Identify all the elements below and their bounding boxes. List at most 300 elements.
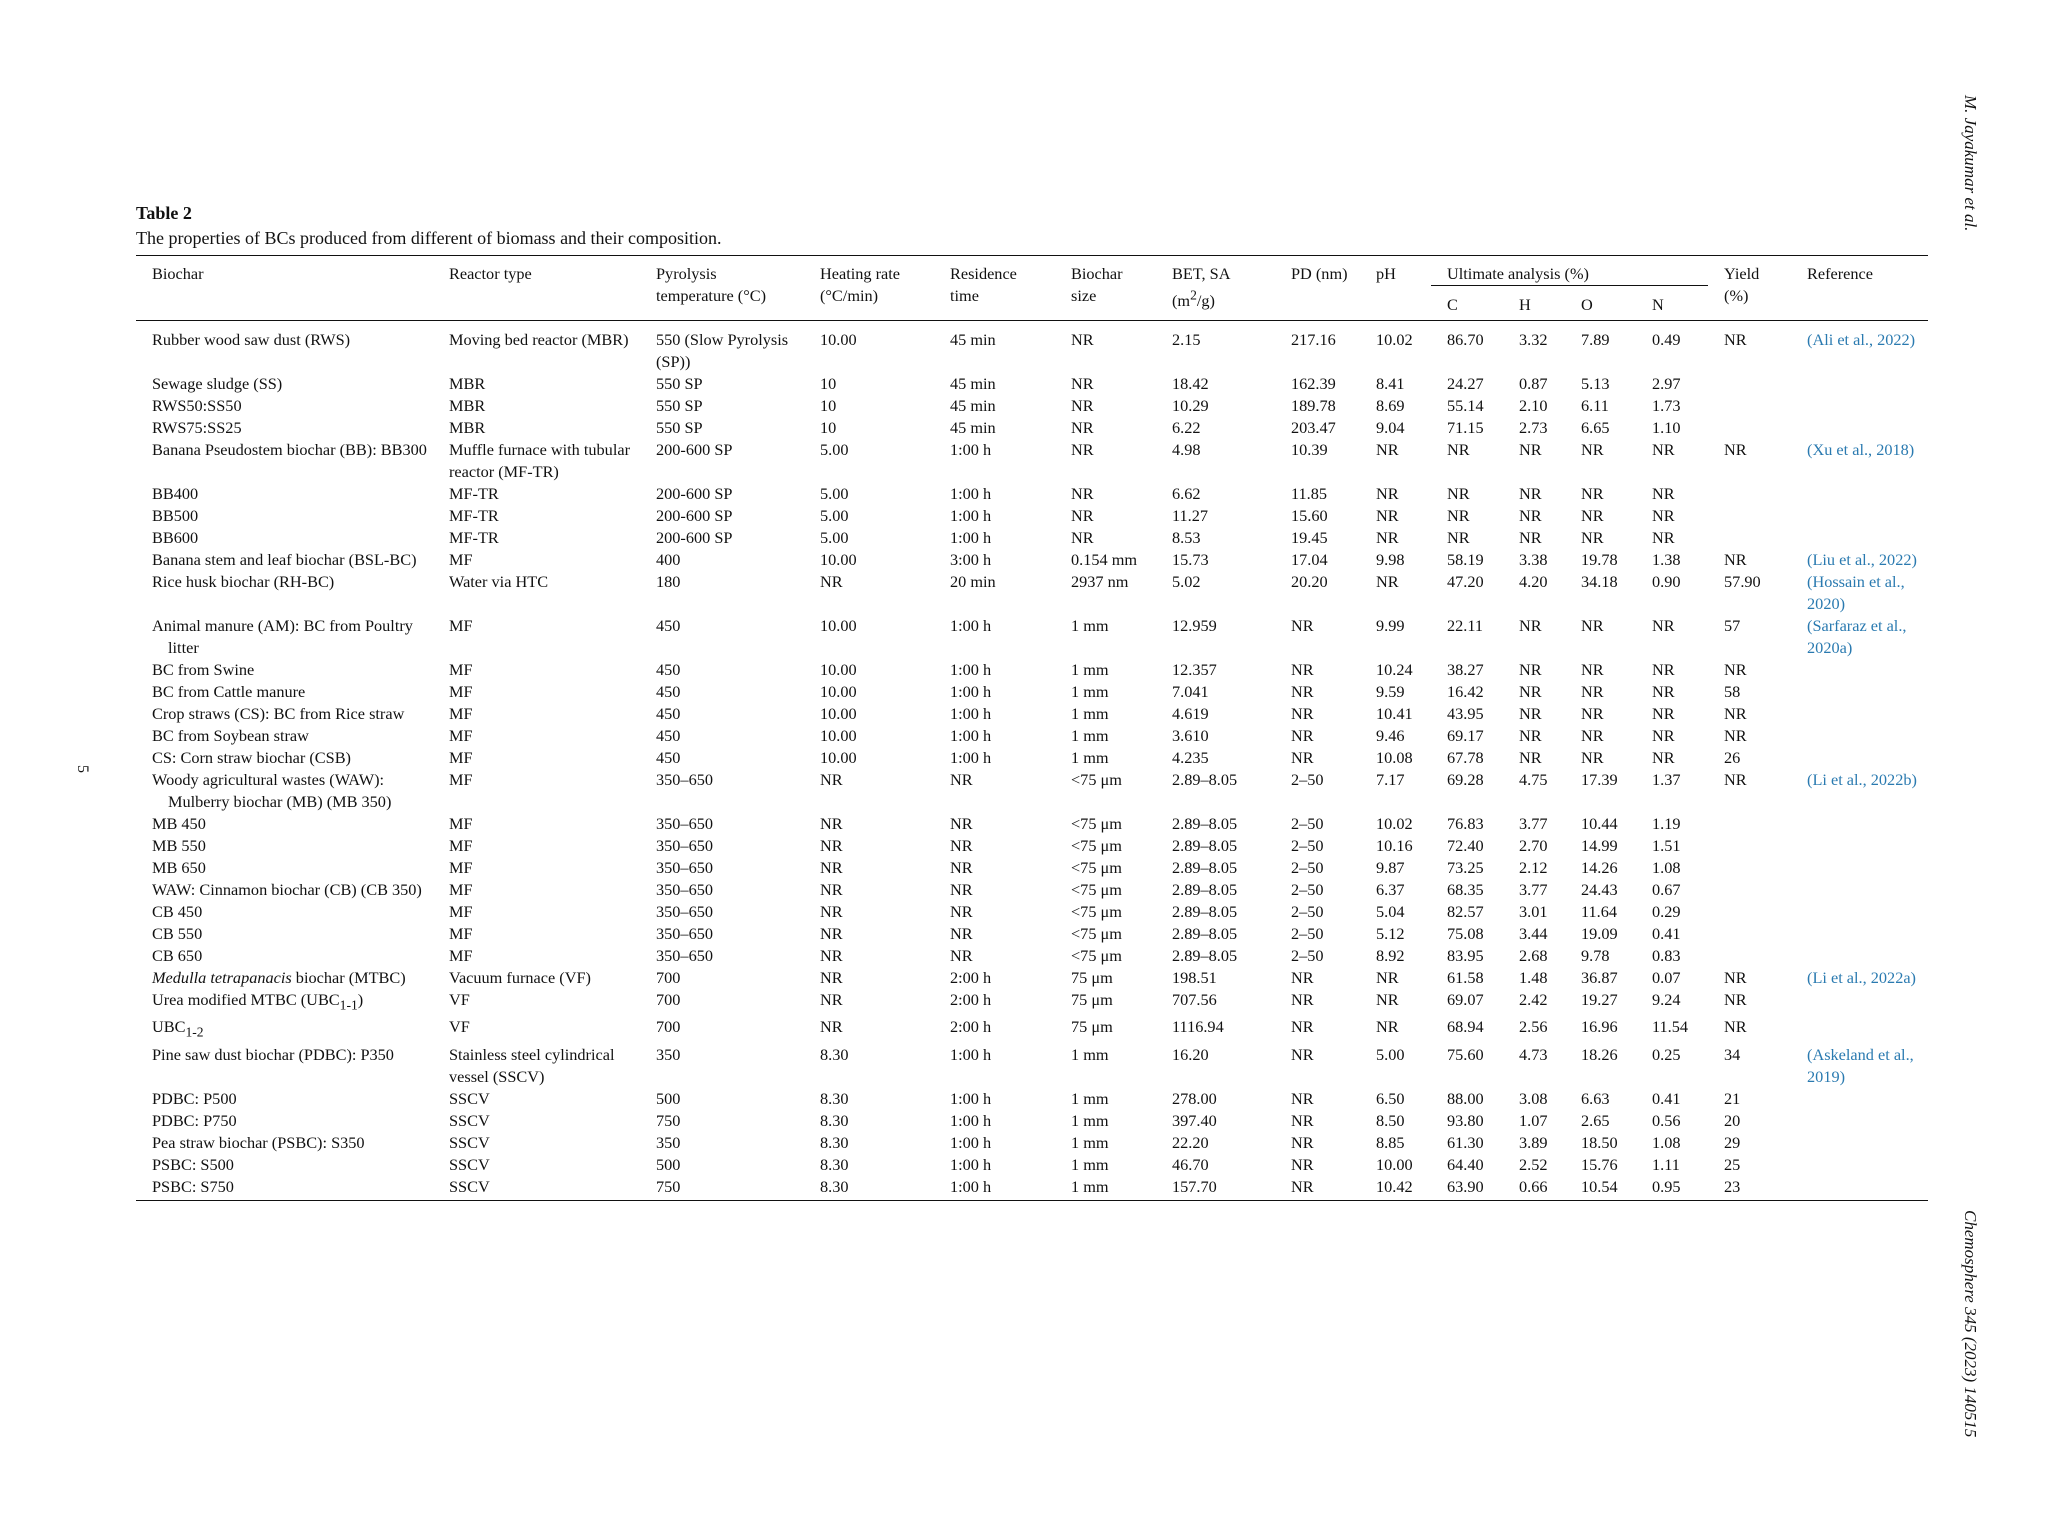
cell-pd: 15.60: [1291, 506, 1328, 525]
biochar-label: UBC: [152, 1017, 186, 1037]
cell-reactor: MF-TR: [449, 506, 499, 525]
biochar-name: [152, 505, 427, 527]
cell-n: 0.29: [1652, 902, 1681, 921]
cell-size: 1 mm: [1071, 1110, 1109, 1130]
cell-o: 6.11: [1581, 396, 1609, 415]
reference-link: [1791, 747, 1928, 769]
cell-reactor: MF: [449, 550, 473, 569]
cell-reactor: Muffle furnace with tubular reactor (MF-TR): [449, 440, 630, 481]
cell-h: 3.08: [1519, 1088, 1548, 1108]
cell-ph: 9.98: [1376, 550, 1405, 569]
cell-yield: [1708, 417, 1791, 439]
biochar-label: BB400: [152, 484, 199, 503]
cell-c: 69.28: [1447, 770, 1484, 789]
biochar-label: Rubber wood saw dust (RWS): [152, 330, 351, 349]
page-number: 5: [74, 765, 91, 773]
cell-pyro: 350: [656, 1044, 681, 1064]
biochar-name: [152, 703, 427, 725]
reference-link[interactable]: (Xu et al., 2018): [1807, 440, 1915, 459]
cell-n: 1.51: [1652, 836, 1681, 855]
cell-yield: 20: [1724, 1110, 1741, 1130]
cell-pd: NR: [1291, 748, 1314, 767]
cell-biochar: [136, 373, 433, 395]
cell-ph: 10.08: [1376, 748, 1413, 767]
cell-h: 2.56: [1519, 1017, 1548, 1037]
cell-h: 3.01: [1519, 902, 1548, 921]
reference-link: [1791, 1154, 1928, 1176]
biochar-label: MB 550: [152, 836, 206, 855]
header-row: [136, 256, 1928, 286]
cell-c: 82.57: [1447, 902, 1484, 921]
cell-size: 1 mm: [1071, 1044, 1109, 1064]
cell-size: 1 mm: [1071, 616, 1109, 635]
cell-res: 1:00 h: [950, 440, 992, 459]
cell-heat: NR: [820, 1017, 843, 1037]
biochar-name: [152, 681, 427, 703]
reference-link: [1791, 659, 1928, 681]
cell-res: 45 min: [950, 418, 996, 437]
cell-heat: NR: [820, 814, 843, 833]
cell-reactor: MF: [449, 880, 473, 899]
cell-yield: 25: [1724, 1154, 1741, 1174]
cell-bet: 2.89–8.05: [1172, 770, 1238, 789]
cell-biochar: [136, 615, 433, 659]
cell-h: NR: [1519, 660, 1542, 679]
reference-link: [1791, 373, 1928, 395]
cell-o: 16.96: [1581, 1017, 1618, 1037]
biochar-name: [152, 835, 427, 857]
reference-link[interactable]: (Hossain et al., 2020): [1807, 572, 1905, 613]
cell-biochar: [136, 659, 433, 681]
reference-link: [1791, 1110, 1928, 1132]
cell-pyro: 350–650: [656, 946, 713, 965]
biochar-label: Sewage sludge (SS): [152, 374, 283, 393]
cell-n: 0.49: [1652, 330, 1681, 349]
cell-reactor: MF: [449, 726, 473, 745]
cell-heat: 8.30: [820, 1132, 849, 1152]
biochar-label: Animal manure (AM): BC from Poultry litter: [152, 616, 413, 657]
cell-heat: 5.00: [820, 440, 849, 459]
cell-c: 58.19: [1447, 550, 1484, 569]
cell-n: NR: [1652, 726, 1675, 745]
biochar-name: [152, 901, 427, 923]
cell-h: 3.32: [1519, 330, 1548, 349]
cell-heat: 8.30: [820, 1154, 849, 1174]
cell-pyro: 550 (Slow Pyrolysis (SP)): [656, 330, 789, 371]
cell-o: 11.64: [1581, 902, 1618, 921]
cell-yield: NR: [1724, 726, 1747, 745]
cell-h: 2.52: [1519, 1154, 1548, 1174]
cell-pyro: 350–650: [656, 858, 713, 877]
cell-c: 68.94: [1447, 1017, 1484, 1037]
reference-link[interactable]: (Askeland et al., 2019): [1807, 1044, 1914, 1086]
cell-pyro: 750: [656, 1176, 681, 1196]
reference-link: [1791, 1088, 1928, 1110]
cell-h: 3.77: [1519, 814, 1548, 833]
bet-unit-suffix: /g): [1196, 291, 1215, 311]
cell-res: NR: [950, 770, 973, 789]
cell-size: NR: [1071, 484, 1094, 503]
cell-reactor: MF: [449, 704, 473, 723]
cell-biochar: [136, 571, 433, 615]
table-row: [136, 813, 1928, 835]
cell-h: NR: [1519, 726, 1542, 745]
cell-size: 1 mm: [1071, 1088, 1109, 1108]
table-row: [136, 1088, 1928, 1110]
cell-yield: NR: [1724, 704, 1747, 723]
biochar-label: BB500: [152, 506, 199, 525]
cell-bet: 7.041: [1172, 682, 1209, 701]
cell-h: 1.48: [1519, 968, 1548, 987]
cell-biochar: [136, 1154, 433, 1176]
reference-link[interactable]: (Li et al., 2022a): [1807, 968, 1916, 987]
cell-c: 86.70: [1447, 330, 1484, 349]
cell-n: 1.19: [1652, 814, 1681, 833]
cell-yield: NR: [1724, 330, 1747, 349]
header-bet-unit: [1172, 288, 1215, 311]
cell-biochar: [136, 483, 433, 505]
cell-o: 15.76: [1581, 1154, 1618, 1174]
cell-n: 0.83: [1652, 946, 1681, 965]
biochar-label: Woody agricultural wastes (WAW): Mulberry biochar (MB) (MB 350): [152, 770, 392, 811]
table-row: [136, 395, 1928, 417]
header-biochar-size: Biochar size: [1071, 264, 1123, 305]
cell-res: NR: [950, 924, 973, 943]
cell-yield: [1708, 857, 1791, 879]
cell-yield: 21: [1724, 1088, 1741, 1108]
cell-res: 1:00 h: [950, 726, 992, 745]
header-residence-time: Residence time: [950, 264, 1017, 305]
cell-heat: 10.00: [820, 550, 857, 569]
cell-ph: 6.50: [1376, 1088, 1405, 1108]
biochar-label: PSBC: S750: [152, 1176, 234, 1196]
cell-biochar: [136, 1044, 433, 1088]
cell-n: NR: [1652, 748, 1675, 767]
cell-pyro: 550 SP: [656, 418, 703, 437]
cell-bet: 4.235: [1172, 748, 1209, 767]
cell-size: 1 mm: [1071, 726, 1109, 745]
cell-size: NR: [1071, 418, 1094, 437]
reference-link: [1791, 989, 1928, 1016]
table-row: [136, 615, 1928, 659]
cell-yield: NR: [1724, 770, 1747, 789]
table-row: [136, 571, 1928, 615]
biochar-label: Banana Pseudostem biochar (BB): BB300: [152, 440, 427, 459]
cell-reactor: MF: [449, 924, 473, 943]
cell-h: 0.87: [1519, 374, 1548, 393]
running-journal-citation: Chemosphere 345 (2023) 140515: [1961, 1210, 1980, 1438]
cell-heat: 8.30: [820, 1176, 849, 1196]
cell-biochar: [136, 967, 433, 989]
cell-reactor: MBR: [449, 374, 486, 393]
cell-yield: NR: [1724, 660, 1747, 679]
biochar-label: WAW: Cinnamon biochar (CB) (CB 350): [152, 880, 422, 899]
cell-biochar: [136, 527, 433, 549]
cell-size: 75 μm: [1071, 990, 1113, 1009]
cell-bet: 22.20: [1172, 1132, 1209, 1152]
cell-pyro: 500: [656, 1154, 681, 1174]
cell-biochar: [136, 549, 433, 571]
cell-heat: 5.00: [820, 506, 849, 525]
cell-h: 2.68: [1519, 946, 1548, 965]
biochar-label: Crop straws (CS): BC from Rice straw: [152, 704, 405, 723]
cell-bet: 1116.94: [1172, 1017, 1224, 1037]
reference-link: [1791, 1016, 1928, 1043]
cell-o: NR: [1581, 528, 1604, 547]
cell-reactor: MF: [449, 748, 473, 767]
cell-pd: NR: [1291, 1176, 1314, 1196]
cell-yield: 23: [1724, 1176, 1741, 1196]
cell-n: 2.97: [1652, 374, 1681, 393]
table-row: [136, 747, 1928, 769]
cell-res: 3:00 h: [950, 550, 992, 569]
biochar-properties-table: [136, 255, 1928, 1201]
cell-biochar: [136, 321, 433, 374]
cell-pyro: 450: [656, 704, 681, 723]
cell-size: 1 mm: [1071, 682, 1109, 701]
table-row: [136, 681, 1928, 703]
cell-biochar: [136, 1088, 433, 1110]
reference-link[interactable]: (Sarfaraz et al., 2020a): [1807, 616, 1907, 657]
table-row: [136, 879, 1928, 901]
cell-res: 1:00 h: [950, 660, 992, 679]
table-row: [136, 321, 1928, 374]
cell-ph: 8.92: [1376, 946, 1405, 965]
biochar-label: Rice husk biochar (RH-BC): [152, 572, 335, 591]
cell-ph: 10.41: [1376, 704, 1413, 723]
cell-size: NR: [1071, 374, 1094, 393]
cell-pd: NR: [1291, 1132, 1314, 1152]
cell-bet: 5.02: [1172, 572, 1201, 591]
cell-res: 1:00 h: [950, 1044, 992, 1064]
cell-pyro: 350: [656, 1132, 681, 1152]
cell-h: 2.70: [1519, 836, 1548, 855]
cell-res: 1:00 h: [950, 704, 992, 723]
cell-reactor: SSCV: [449, 1088, 490, 1108]
biochar-name: [152, 1088, 427, 1110]
cell-n: 0.25: [1652, 1044, 1681, 1064]
cell-ph: 8.50: [1376, 1110, 1405, 1130]
cell-o: 19.27: [1581, 990, 1618, 1009]
reference-link: [1791, 725, 1928, 747]
biochar-label: CB 450: [152, 902, 203, 921]
cell-bet: 2.89–8.05: [1172, 902, 1238, 921]
cell-biochar: [136, 505, 433, 527]
cell-biochar: [136, 725, 433, 747]
cell-pyro: 350–650: [656, 902, 713, 921]
cell-size: NR: [1071, 528, 1094, 547]
cell-biochar: [136, 1176, 433, 1201]
cell-bet: 15.73: [1172, 550, 1209, 569]
biochar-name: [152, 417, 427, 439]
cell-heat: 5.00: [820, 484, 849, 503]
cell-yield: NR: [1724, 550, 1747, 569]
cell-bet: 10.29: [1172, 396, 1209, 415]
cell-ph: 5.12: [1376, 924, 1405, 943]
cell-h: NR: [1519, 616, 1542, 635]
biochar-name: [152, 373, 427, 395]
reference-link: [1791, 945, 1928, 967]
table-row: [136, 923, 1928, 945]
cell-yield: 34: [1724, 1044, 1741, 1064]
cell-o: NR: [1581, 484, 1604, 503]
cell-heat: NR: [820, 902, 843, 921]
reference-link[interactable]: (Li et al., 2022b): [1807, 770, 1917, 789]
cell-c: 64.40: [1447, 1154, 1484, 1174]
cell-res: NR: [950, 946, 973, 965]
biochar-label: RWS75:SS25: [152, 418, 242, 437]
cell-heat: NR: [820, 836, 843, 855]
reference-link: [1791, 483, 1928, 505]
cell-n: 0.41: [1652, 1088, 1681, 1108]
cell-yield: [1708, 835, 1791, 857]
cell-h: 0.66: [1519, 1176, 1548, 1196]
table-row: [136, 901, 1928, 923]
cell-h: 3.38: [1519, 550, 1548, 569]
cell-heat: 10: [820, 418, 837, 437]
cell-ph: 10.00: [1376, 1154, 1413, 1174]
cell-ph: 9.87: [1376, 858, 1405, 877]
biochar-label: Pea straw biochar (PSBC): S350: [152, 1132, 365, 1152]
table-row: [136, 659, 1928, 681]
header-h: H: [1519, 295, 1531, 314]
cell-biochar: [136, 769, 433, 813]
biochar-name: [152, 549, 427, 571]
cell-ph: 8.69: [1376, 396, 1405, 415]
cell-bet: 12.959: [1172, 616, 1217, 635]
cell-c: 75.60: [1447, 1044, 1484, 1064]
cell-o: NR: [1581, 682, 1604, 701]
cell-yield: [1708, 879, 1791, 901]
cell-c: 22.11: [1447, 616, 1484, 635]
biochar-label: BB600: [152, 528, 199, 547]
cell-n: NR: [1652, 506, 1675, 525]
cell-n: 1.38: [1652, 550, 1681, 569]
cell-res: 1:00 h: [950, 1132, 992, 1152]
biochar-name: [152, 1044, 427, 1066]
cell-biochar: [136, 879, 433, 901]
cell-o: NR: [1581, 506, 1604, 525]
cell-bet: 18.42: [1172, 374, 1209, 393]
cell-reactor: MF: [449, 946, 473, 965]
biochar-label: Pine saw dust biochar (PDBC): P350: [152, 1044, 394, 1064]
cell-size: NR: [1071, 440, 1094, 459]
cell-n: NR: [1652, 682, 1675, 701]
table-row: [136, 1154, 1928, 1176]
cell-reactor: Vacuum furnace (VF): [449, 968, 591, 987]
cell-yield: NR: [1724, 1017, 1747, 1037]
cell-n: 1.37: [1652, 770, 1681, 789]
biochar-name: [152, 945, 427, 967]
cell-reactor: MBR: [449, 396, 486, 415]
biochar-label: Banana stem and leaf biochar (BSL-BC): [152, 550, 417, 569]
cell-ph: 9.04: [1376, 418, 1405, 437]
cell-pyro: 350–650: [656, 814, 713, 833]
cell-c: 16.42: [1447, 682, 1484, 701]
cell-o: 6.65: [1581, 418, 1610, 437]
cell-ph: NR: [1376, 528, 1399, 547]
cell-yield: NR: [1724, 968, 1747, 987]
table-row: [136, 725, 1928, 747]
cell-heat: NR: [820, 924, 843, 943]
cell-reactor: MF: [449, 682, 473, 701]
cell-n: 1.73: [1652, 396, 1681, 415]
cell-n: 1.08: [1652, 1132, 1681, 1152]
cell-ph: NR: [1376, 440, 1399, 459]
cell-size: <75 μm: [1071, 858, 1122, 877]
cell-n: 0.56: [1652, 1110, 1681, 1130]
cell-o: 34.18: [1581, 572, 1618, 591]
biochar-name: [152, 989, 427, 1016]
cell-biochar: [136, 681, 433, 703]
cell-reactor: SSCV: [449, 1176, 490, 1196]
cell-pd: 10.39: [1291, 440, 1328, 459]
cell-bet: 6.62: [1172, 484, 1201, 503]
reference-link[interactable]: (Ali et al., 2022): [1807, 330, 1916, 349]
cell-yield: NR: [1724, 990, 1747, 1009]
table-body: [136, 321, 1928, 1201]
table-row: [136, 1132, 1928, 1154]
cell-pd: NR: [1291, 1154, 1314, 1174]
cell-heat: 5.00: [820, 528, 849, 547]
cell-c: NR: [1447, 506, 1470, 525]
cell-reactor: MF: [449, 770, 473, 789]
table-row: [136, 967, 1928, 989]
cell-bet: 2.89–8.05: [1172, 836, 1238, 855]
cell-bet: 707.56: [1172, 990, 1217, 1009]
cell-biochar: [136, 1110, 433, 1132]
cell-c: 72.40: [1447, 836, 1484, 855]
cell-heat: 8.30: [820, 1088, 849, 1108]
reference-link[interactable]: (Liu et al., 2022): [1807, 550, 1917, 569]
cell-n: NR: [1652, 616, 1675, 635]
reference-link: [1791, 395, 1928, 417]
cell-pyro: 400: [656, 550, 681, 569]
biochar-name: [152, 967, 427, 989]
cell-ph: 8.85: [1376, 1132, 1405, 1152]
cell-heat: 8.30: [820, 1110, 849, 1130]
cell-c: 76.83: [1447, 814, 1484, 833]
cell-pd: NR: [1291, 990, 1314, 1009]
cell-pyro: 350–650: [656, 770, 713, 789]
cell-o: NR: [1581, 704, 1604, 723]
cell-res: NR: [950, 836, 973, 855]
cell-biochar: [136, 923, 433, 945]
cell-n: NR: [1652, 528, 1675, 547]
cell-bet: 2.89–8.05: [1172, 880, 1238, 899]
cell-size: 1 mm: [1071, 1154, 1109, 1174]
cell-h: NR: [1519, 440, 1542, 459]
cell-heat: 10.00: [820, 748, 857, 767]
cell-h: NR: [1519, 682, 1542, 701]
cell-o: NR: [1581, 616, 1604, 635]
header-pyrolysis-temperature: Pyrolysis temperature (°C): [656, 264, 767, 305]
cell-pd: NR: [1291, 682, 1314, 701]
table-row: [136, 945, 1928, 967]
biochar-name: [152, 1154, 427, 1176]
cell-bet: 3.610: [1172, 726, 1209, 745]
cell-c: 67.78: [1447, 748, 1484, 767]
cell-yield: 58: [1724, 682, 1741, 701]
cell-n: 0.67: [1652, 880, 1681, 899]
cell-pd: 2–50: [1291, 814, 1324, 833]
cell-size: 1 mm: [1071, 1176, 1109, 1196]
cell-o: 7.89: [1581, 330, 1610, 349]
cell-ph: 10.16: [1376, 836, 1413, 855]
cell-o: 18.26: [1581, 1044, 1618, 1064]
cell-yield: [1708, 901, 1791, 923]
cell-biochar: [136, 945, 433, 967]
